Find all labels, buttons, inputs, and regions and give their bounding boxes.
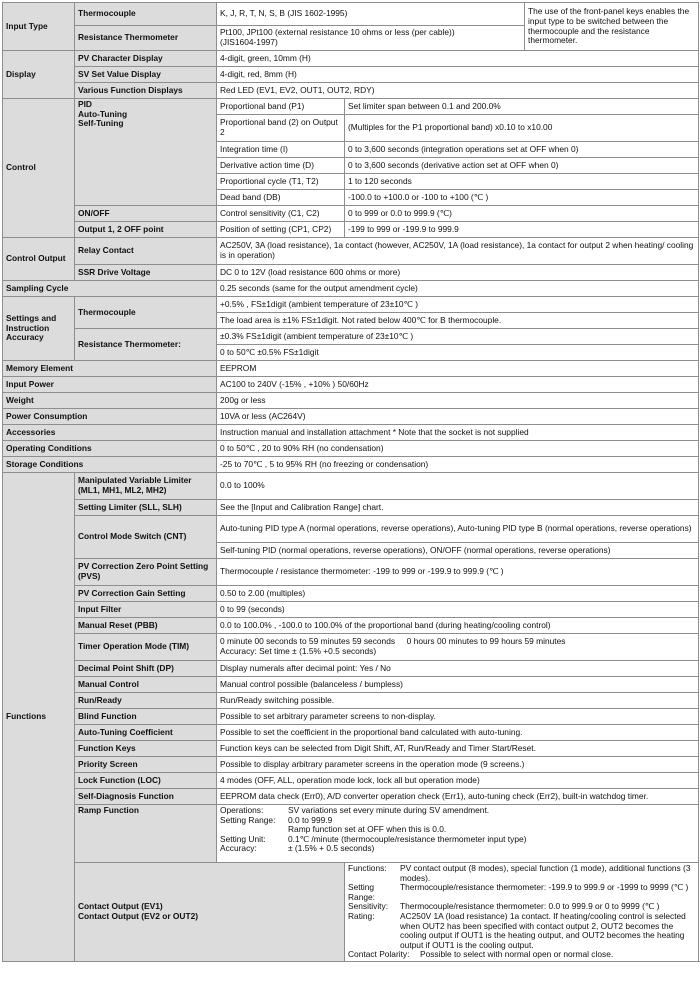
table-row	[3, 773, 699, 789]
label-line: Auto-Tuning	[78, 108, 128, 119]
contact-key: Contact Polarity:	[348, 949, 410, 960]
value-manual-reset: 0.0 to 100.0% , -100.0 to 100.0% of the proportional band (during heating/cooling control)	[217, 618, 699, 634]
value-accuracy: The load area is ±1% FS±1digit. Not rated below 400℃ for B thermocouple.	[217, 313, 699, 329]
table-row	[3, 725, 699, 741]
value-line: (JIS1604-1997)	[220, 37, 278, 47]
table-row	[3, 67, 699, 83]
table-row	[3, 586, 699, 602]
label-gain-setting: PV Correction Gain Setting	[75, 586, 217, 602]
table-row	[3, 377, 699, 393]
param-value: (Multiples for the P1 proportional band) x0.10 to x10.00	[345, 115, 699, 142]
param-cell: Dead band (DB)	[217, 190, 345, 206]
label-timer-mode: Timer Operation Mode (TIM)	[75, 634, 217, 661]
table-row	[3, 409, 699, 425]
ramp-value: Ramp function set at OFF when this is 0.0.	[288, 824, 447, 835]
label-priority-screen: Priority Screen	[75, 757, 217, 773]
table-row	[3, 741, 699, 757]
table-row	[3, 805, 699, 863]
label-pv-display: PV Character Display	[75, 51, 217, 67]
label-lock-function: Lock Function (LOC)	[75, 773, 217, 789]
contact-value: Thermocouple/resistance thermometer: -199.9 to 999.9 or -1999 to 9999 (℃ )	[400, 882, 689, 893]
value-run-ready: Run/Ready switching possible.	[217, 693, 699, 709]
category-display: Display	[3, 51, 75, 99]
value-storage-conditions: -25 to 70℃ , 5 to 95% RH (no freezing or condensation)	[217, 457, 699, 473]
value-mv-limiter: 0.0 to 100%	[217, 473, 699, 500]
table-row	[3, 206, 699, 222]
table-row	[3, 83, 699, 99]
label-relay-contact: Relay Contact	[75, 238, 217, 265]
value-pv-display: 4-digit, green, 10mm (H)	[217, 51, 699, 67]
value-line: 0 minute 00 seconds to 59 minutes 59 seconds 0 hours 00 minutes to 99 hours 59 minutes	[220, 636, 566, 647]
input-type-note: The use of the front-panel keys enables the input type to be switched between the thermocouple and the resistance thermometer.	[525, 3, 699, 51]
value-setting-limiter: See the [Input and Calibration Range] chart.	[217, 500, 699, 516]
label-pvs: PV Correction Zero Point Setting (PVS)	[75, 559, 217, 586]
value-pvs: Thermocouple / resistance thermometer: -199 to 999 or -199.9 to 999.9 (℃ )	[217, 559, 699, 586]
category-functions: Functions	[3, 473, 75, 962]
category-accuracy: Settings and Instruction Accuracy	[3, 297, 75, 361]
table-row	[3, 473, 699, 500]
param-cell: Position of setting (CP1, CP2)	[217, 222, 345, 238]
value-at-coefficient: Possible to set the coefficient in the proportional band calculated with auto-tuning.	[217, 725, 699, 741]
value-operating-conditions: 0 to 50℃ , 20 to 90% RH (no condensation)	[217, 441, 699, 457]
param-value: Set limiter span between 0.1 and 200.0%	[345, 99, 699, 115]
label-function-keys: Function Keys	[75, 741, 217, 757]
value-power-consumption: 10VA or less (AC264V)	[217, 409, 699, 425]
value-line: Pt100, JPt100 (external resistance 10 ohms or less (per cable))	[220, 27, 455, 38]
label-decimal-point: Decimal Point Shift (DP)	[75, 661, 217, 677]
contact-functions	[348, 864, 695, 883]
contact-key: Rating:	[348, 910, 375, 921]
param-value: 0 to 3,600 seconds (derivative action set at OFF when 0)	[345, 158, 699, 174]
ramp-key: Accuracy:	[220, 843, 257, 854]
contact-rating	[348, 912, 695, 950]
category-weight: Weight	[3, 393, 217, 409]
table-row	[3, 329, 699, 345]
ramp-key: Operations:	[220, 805, 264, 815]
value-weight: 200g or less	[217, 393, 699, 409]
category-contact-output	[75, 863, 345, 962]
table-row	[3, 265, 699, 281]
value-thermocouple-types: K, J, R, T, N, S, B (JIS 1602-1995)	[217, 3, 525, 26]
label-line: Contact Output (EV1)	[78, 901, 163, 912]
table-row	[3, 457, 699, 473]
value-ramp-function	[217, 805, 699, 863]
category-sampling-cycle: Sampling Cycle	[3, 281, 217, 297]
category-control-output: Control Output	[3, 238, 75, 281]
value-manual-control: Manual control possible (balanceless / bumpless)	[217, 677, 699, 693]
ramp-key: Setting Range:	[220, 814, 276, 825]
table-row	[3, 516, 699, 543]
table-row	[3, 238, 699, 265]
label-onoff: ON/OFF	[75, 206, 217, 222]
label-at-coefficient: Auto-Tuning Coefficient	[75, 725, 217, 741]
param-cell: Proportional band (P1)	[217, 99, 345, 115]
label-line: Self-Tuning	[78, 118, 124, 129]
table-row	[3, 559, 699, 586]
ramp-value: ± (1.5% + 0.5 seconds)	[288, 843, 375, 854]
param-cell: Proportional band (2) on Output 2	[217, 115, 345, 142]
label-resistance-thermometer: Resistance Thermometer	[75, 26, 217, 51]
table-row	[3, 863, 699, 962]
ramp-value: SV variations set every minute during SV amendment.	[288, 805, 490, 815]
value-sv-display: 4-digit, red, 8mm (H)	[217, 67, 699, 83]
table-row	[3, 441, 699, 457]
table-row	[3, 634, 699, 661]
contact-polarity	[348, 950, 695, 960]
label-blind-function: Blind Function	[75, 709, 217, 725]
category-memory-element: Memory Element	[3, 361, 217, 377]
label-line: PID	[78, 99, 92, 109]
value-gain-setting: 0.50 to 2.00 (multiples)	[217, 586, 699, 602]
table-row	[3, 709, 699, 725]
value-control-mode: Self-tuning PID (normal operations, reverse operations), ON/OFF (normal operations, reverse operations)	[217, 543, 699, 559]
label-input-filter: Input Filter	[75, 602, 217, 618]
value-blind-function: Possible to set arbitrary parameter screens to non-display.	[217, 709, 699, 725]
value-function-keys: Function keys can be selected from Digit Shift, AT, Run/Ready and Timer Start/Reset.	[217, 741, 699, 757]
value-control-mode: Auto-tuning PID type A (normal operations, reverse operations), Auto-tuning PID type B (normal operations, reverse operations)	[217, 516, 699, 543]
category-power-consumption: Power Consumption	[3, 409, 217, 425]
value-self-diagnosis: EEPROM data check (Err0), A/D converter operation check (Err1), auto-tuning check (Err2), built-in watchdog timer.	[217, 789, 699, 805]
label-thermocouple: Thermocouple	[75, 3, 217, 26]
table-row	[3, 618, 699, 634]
label-self-diagnosis: Self-Diagnosis Function	[75, 789, 217, 805]
contact-value: Thermocouple/resistance thermometer: 0.0 to 999.9 or 0 to 9999 (℃ )	[400, 901, 660, 912]
table-row	[3, 393, 699, 409]
param-cell: Proportional cycle (T1, T2)	[217, 174, 345, 190]
label-setting-limiter: Setting Limiter (SLL, SLH)	[75, 500, 217, 516]
table-row	[3, 677, 699, 693]
value-accessories: Instruction manual and installation attachment * Note that the socket is not supplied	[217, 425, 699, 441]
value-decimal-point: Display numerals after decimal point: Yes / No	[217, 661, 699, 677]
value-input-filter: 0 to 99 (seconds)	[217, 602, 699, 618]
table-row	[3, 500, 699, 516]
table-row	[3, 99, 699, 115]
contact-setting-range	[348, 883, 695, 902]
param-value: -100.0 to +100.0 or -100 to +100 (℃ )	[345, 190, 699, 206]
label-mv-limiter: Manipulated Variable Limiter (ML1, MH1, ML2, MH2)	[75, 473, 217, 500]
value-sampling-cycle: 0.25 seconds (same for the output amendment cycle)	[217, 281, 699, 297]
value-resistance-thermometer	[217, 26, 525, 51]
category-input-type: Input Type	[3, 3, 75, 51]
category-operating-conditions: Operating Conditions	[3, 441, 217, 457]
category-accessories: Accessories	[3, 425, 217, 441]
category-storage-conditions: Storage Conditions	[3, 457, 217, 473]
value-timer-mode	[217, 634, 699, 661]
label-manual-control: Manual Control	[75, 677, 217, 693]
label-sv-display: SV Set Value Display	[75, 67, 217, 83]
value-relay-contact: AC250V, 3A (load resistance), 1a contact (however, AC250V, 1A (load resistance), 1a contact for output 2 when heating/ cooling is in operation)	[217, 238, 699, 265]
table-row	[3, 789, 699, 805]
value-lock-function: 4 modes (OFF, ALL, operation mode lock, lock all but operation mode)	[217, 773, 699, 789]
contact-key: Sensitivity:	[348, 901, 389, 912]
category-input-power: Input Power	[3, 377, 217, 393]
label-run-ready: Run/Ready	[75, 693, 217, 709]
param-cell: Control sensitivity (C1, C2)	[217, 206, 345, 222]
label-ssr-drive: SSR Drive Voltage	[75, 265, 217, 281]
specifications-table	[2, 2, 699, 962]
table-row	[3, 222, 699, 238]
ramp-key: Setting Unit:	[220, 833, 266, 844]
label-pid	[75, 99, 217, 206]
category-control: Control	[3, 99, 75, 238]
table-row	[3, 661, 699, 677]
value-ssr-drive: DC 0 to 12V (load resistance 600 ohms or more)	[217, 265, 699, 281]
param-cell: Integration time (I)	[217, 142, 345, 158]
ramp-value: 0.1℃ /minute (thermocouple/resistance thermometer input type)	[288, 833, 527, 844]
contact-key: Setting Range:	[348, 882, 376, 902]
value-input-power: AC100 to 240V (-15% , +10% ) 50/60Hz	[217, 377, 699, 393]
param-value: -199 to 999 or -199.9 to 999.9	[345, 222, 699, 238]
contact-value: AC250V 1A (load resistance) 1a contact. If heating/cooling control is selected when OUT2 has been specified with contact output 2, OUT2 becomes the cooling output if OUT1 is the heating output, and OUT2 becomes the heating output if OUT1 is the cooling output.	[400, 910, 686, 950]
value-accuracy: 0 to 50℃ ±0.5% FS±1digit	[217, 345, 699, 361]
label-control-mode-switch: Control Mode Switch (CNT)	[75, 516, 217, 559]
value-priority-screen: Possible to display arbitrary parameter screens in the operation mode (9 screens.)	[217, 757, 699, 773]
value-memory-element: EEPROM	[217, 361, 699, 377]
label-accuracy-resistance: Resistance Thermometer:	[75, 329, 217, 361]
value-accuracy: +0.5% , FS±1digit (ambient temperature of 23±10℃ )	[217, 297, 699, 313]
label-line: Contact Output (EV2 or OUT2)	[78, 910, 199, 921]
label-manual-reset: Manual Reset (PBB)	[75, 618, 217, 634]
value-various-displays: Red LED (EV1, EV2, OUT1, OUT2, RDY)	[217, 83, 699, 99]
table-row	[3, 281, 699, 297]
table-row	[3, 51, 699, 67]
param-cell: Derivative action time (D)	[217, 158, 345, 174]
table-row	[3, 425, 699, 441]
table-row	[3, 757, 699, 773]
table-row	[3, 693, 699, 709]
table-row	[3, 361, 699, 377]
value-contact-output	[345, 863, 699, 962]
table-row	[3, 3, 699, 26]
label-output-off-point: Output 1, 2 OFF point	[75, 222, 217, 238]
contact-key: Functions:	[348, 863, 387, 873]
label-ramp-function: Ramp Function	[75, 805, 217, 863]
param-value: 0 to 999 or 0.0 to 999.9 (℃)	[345, 206, 699, 222]
ramp-value: 0.0 to 999.9	[288, 814, 333, 825]
param-value: 0 to 3,600 seconds (integration operations set at OFF when 0)	[345, 142, 699, 158]
table-row	[3, 602, 699, 618]
label-accuracy-thermocouple: Thermocouple	[75, 297, 217, 329]
ramp-accuracy	[220, 844, 695, 854]
value-line: Accuracy: Set time ± (1.5% +0.5 seconds)	[220, 646, 377, 656]
param-value: 1 to 120 seconds	[345, 174, 699, 190]
label-various-displays: Various Function Displays	[75, 83, 217, 99]
table-row	[3, 297, 699, 313]
contact-value: Possible to select with normal open or normal close.	[420, 949, 614, 960]
contact-value: PV contact output (8 modes), special function (1 mode), additional functions (3 modes).	[400, 863, 691, 883]
value-accuracy: ±0.3% FS±1digit (ambient temperature of 23±10℃ )	[217, 329, 699, 345]
